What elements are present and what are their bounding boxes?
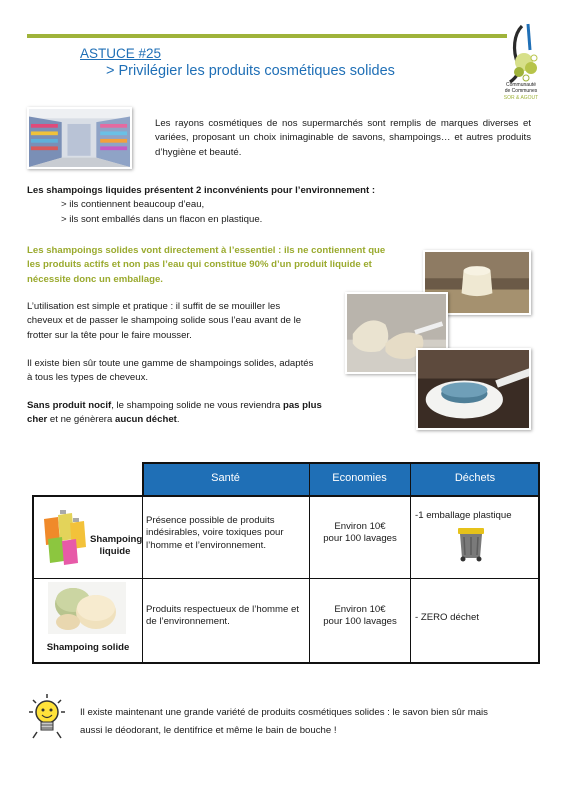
liquid-sante-cell: Présence possible de produits indésirables, voire toxiques pour l’homme et l’environnement. bbox=[146, 515, 284, 551]
liquid-dechets-cell: -1 emballage plastique bbox=[415, 510, 512, 521]
table-border bbox=[32, 495, 34, 664]
page-header bbox=[80, 46, 395, 80]
comparison-table bbox=[32, 462, 540, 664]
conclusion-paragraph: Sans produit nocif, le shampoing solide ne vous reviendra pas plus cher et ne génèrera aucun déchet. bbox=[27, 400, 322, 426]
liquid-drawbacks bbox=[27, 184, 427, 227]
table-border bbox=[410, 462, 411, 664]
table-border bbox=[142, 462, 144, 495]
solid-sante-cell: Produits respectueux de l’homme et de l’environnement. bbox=[146, 604, 300, 628]
usage-paragraph: L’utilisation est simple et pratique : il suffit de se mouiller les cheveux et de passer le shampoing solide sous l’eau avant de le frotter sur la tête pour le faire mousser. bbox=[27, 301, 302, 341]
blue-shampoo-bar-on-spoon-photo bbox=[416, 348, 531, 430]
solid-shampoo-bars-image bbox=[48, 582, 126, 634]
header-dechets: Déchets bbox=[410, 462, 540, 495]
row-label-solid: Shampoing solide bbox=[46, 642, 130, 653]
table-border bbox=[309, 462, 310, 664]
top-divider bbox=[27, 34, 507, 38]
liquid-drawbacks-heading: Les shampoings liquides présentent 2 inconvénients pour l’environnement : bbox=[27, 185, 376, 196]
solid-economies-cell: Environ 10€ pour 100 lavages bbox=[323, 604, 397, 628]
lightbulb-icon bbox=[27, 692, 67, 740]
page-title: > Privilégier les produits cosmétiques solides bbox=[106, 63, 395, 80]
range-paragraph: Il existe bien sûr toute une gamme de shampoings solides, adaptés à tous les types de cheveux. bbox=[27, 358, 314, 384]
table-border bbox=[538, 462, 540, 664]
trash-bin-icon bbox=[457, 526, 485, 562]
liquid-economies-cell: Environ 10€ pour 100 lavages bbox=[323, 521, 397, 545]
table-border bbox=[32, 495, 540, 497]
table-border bbox=[32, 662, 540, 664]
row-label-liquid: Shampoing liquide bbox=[90, 534, 143, 558]
solid-highlight-paragraph: Les shampoings solides vont directement à l’essentiel : ils ne contiennent que les produits actifs et non pas l’eau qui constitue 90% d’un produit liquide et nécessite donc un emballage. bbox=[27, 245, 386, 285]
solid-dechets-cell: - ZERO déchet bbox=[415, 612, 479, 623]
liquid-shampoo-pouches-image bbox=[40, 509, 88, 567]
tip-number: ASTUCE #25 bbox=[80, 46, 162, 61]
table-border bbox=[142, 462, 540, 464]
table-border bbox=[32, 578, 540, 579]
table-border bbox=[142, 495, 143, 664]
header-economies: Economies bbox=[309, 462, 410, 495]
intro-paragraph: Les rayons cosmétiques de nos supermarchés sont remplis de marques diverses et variées, proposant un choix inimaginable de savons, shampoings… et autres produits d’hygiène et beauté. bbox=[155, 118, 531, 158]
liquid-drawback-item: > ils contiennent beaucoup d’eau, bbox=[61, 199, 205, 211]
footer-tip: Il existe maintenant une grande variété de produits cosmétiques solides : le savon bien sûr mais aussi le déodorant, le dentifrice et même le bain de bouche ! bbox=[80, 707, 488, 737]
liquid-drawback-item: > ils sont emballés dans un flacon en plastique. bbox=[61, 213, 263, 225]
header-sante: Santé bbox=[142, 462, 309, 495]
logo-caption: Communauté de Communes SOR & AGOUT bbox=[503, 82, 539, 101]
supermarket-aisle-photo bbox=[27, 107, 132, 169]
